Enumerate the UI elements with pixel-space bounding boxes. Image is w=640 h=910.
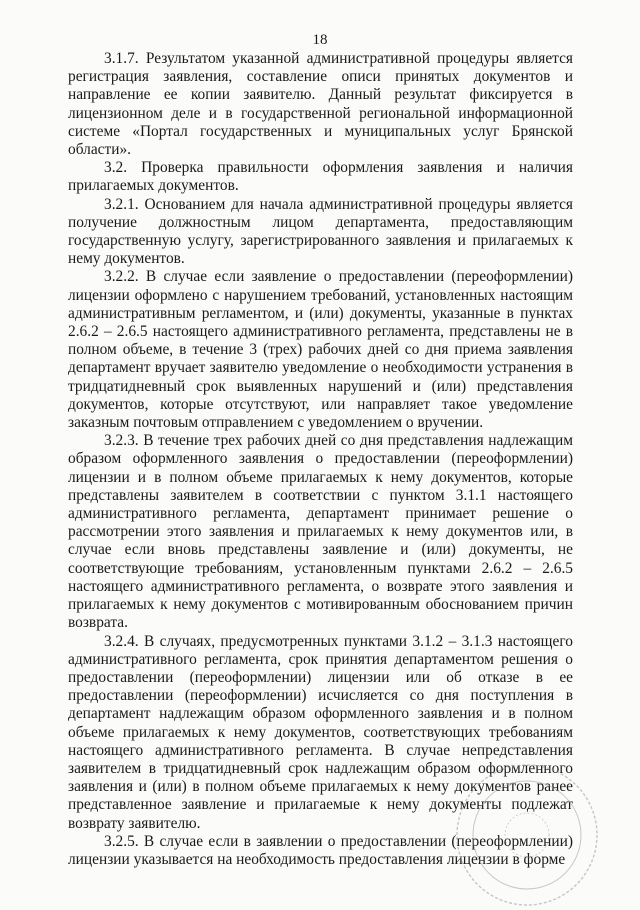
page-number: 18 bbox=[312, 32, 328, 48]
paragraph-3-2-2: 3.2.2. В случае если заявление о предоставлении (переоформлении) лицензии оформлено с нарушением требований, установленных настоящим административным регламентом, и (или) документы, указанные в пунктах 2.6.2 – 2.6.5 настоящего административного регламента, представлены не в полном объеме, в течение 3 (трех) рабочих дней со дня приема заявления департамент вручает заявителю уведомление о необходимости устранения в тридцатидневный срок выявленных нарушений и (или) представления документов, которые отсутствуют, или направляет такое уведомление заказным почтовым отправлением с уведомлением о вручении. bbox=[68, 268, 573, 432]
document-body bbox=[68, 50, 573, 869]
paragraph-3-2: 3.2. Проверка правильности оформления заявления и наличия прилагаемых документов. bbox=[68, 159, 573, 195]
paragraph-3-2-5: 3.2.5. В случае если в заявлении о предоставлении (переоформлении) лицензии указывается на необходимость предоставления лицензии в форме bbox=[68, 832, 573, 868]
paragraph-3-2-4: 3.2.4. В случаях, предусмотренных пунктами 3.1.2 – 3.1.3 настоящего административного регламента, срок принятия департаментом решения о предоставлении (переоформлении) лицензии или об отказе в ее предоставлении (переоформлении) исчисляется со дня поступления в департамент надлежащим образом оформленного заявления и в полном объеме прилагаемых к нему документов, соответствующих требованиям настоящего административного регламента. В случае непредставления заявителем в тридцатидневный срок надлежащим образом оформленного заявления и (или) в полном объеме прилагаемых к нему документов ранее представленное заявление и прилагаемые к нему документы подлежат возврату заявителю. bbox=[68, 632, 573, 832]
paragraph-3-1-7: 3.1.7. Результатом указанной административной процедуры является регистрация заявления, составление описи принятых документов и направление ее копии заявителю. Данный результат фиксируется в лицензионном деле и в государственной региональной информационной системе «Портал государственных и муниципальных услуг Брянской области». bbox=[68, 50, 573, 159]
paragraph-3-2-1: 3.2.1. Основанием для начала административной процедуры является получение должностным лицом департамента, предоставляющим государственную услугу, зарегистрированного заявления и прилагаемых к нему документов. bbox=[68, 195, 573, 268]
paragraph-3-2-3: 3.2.3. В течение трех рабочих дней со дня представления надлежащим образом оформленного заявления о предоставлении (переоформлении) лицензии и в полном объеме прилагаемых к нему документов, которые представлены заявителем в соответствии с пунктом 3.1.1 настоящего административного регламента, департамент принимает решение о рассмотрении этого заявления и прилагаемых к нему документов или, в случае если вновь представлены заявление и (или) документы, не соответствующие требованиям, установленным пунктами 2.6.2 – 2.6.5 настоящего административного регламента, о возврате этого заявления и прилагаемых к нему документов с мотивированным обоснованием причин возврата. bbox=[68, 432, 573, 632]
